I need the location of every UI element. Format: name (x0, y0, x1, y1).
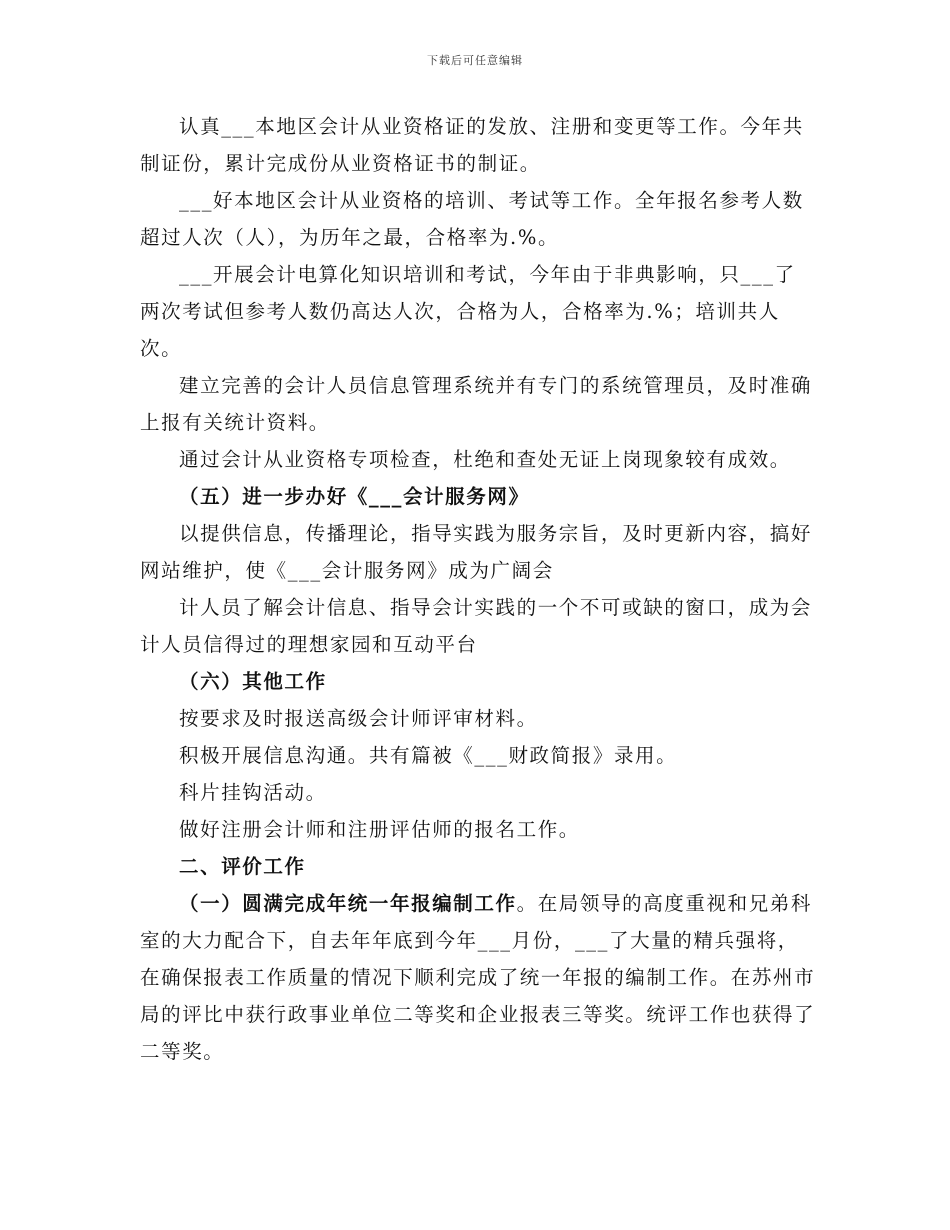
annual-report-body: 。在局领导的高度重视和兄弟科室的大力配合下，自去年年底到今年___月份，___了大量的精兵强将，在确保报表工作质量的情况下顺利完成了统一年报的编制工作。在苏州市局的评比中获行政事业单位二等奖和企业报表三等奖。统评工作也获得了二等奖。 (140, 892, 816, 1063)
paragraph-registration: 做好注册会计师和注册评估师的报名工作。 (179, 818, 580, 841)
paragraph-website-purpose: 以提供信息，传播理论，指导实践为服务宗旨，及时更新内容，搞好网站维护，使《___会计服务网》成为广阔会 (140, 522, 813, 582)
paragraph-computerized-accounting: ___开展会计电算化知识培训和考试，今年由于非典影响，只___了两次考试但参考人数仍高达人次，合格为人，合格率为.%；培训共人次。 (140, 263, 796, 360)
paragraph-website-window: 计人员了解会计信息、指导会计实践的一个不可或缺的窗口，成为会计人员信得过的理想家园和互动平台 (140, 596, 813, 656)
document-body (140, 108, 816, 1070)
paragraph-info-communication: 积极开展信息沟通。共有篇被《___财政简报》录用。 (179, 744, 678, 767)
paragraph-senior-accountant: 按要求及时报送高级会计师评审材料。 (179, 707, 538, 730)
page-header: 下载后可任意编辑 (427, 54, 523, 67)
heading-evaluation-work: 二、评价工作 (179, 855, 306, 878)
paragraph-info-system: 建立完善的会计人员信息管理系统并有专门的系统管理员，及时准确上报有关统计资料。 (140, 374, 813, 434)
paragraph-special-inspection: 通过会计从业资格专项检查，杜绝和查处无证上岗现象较有成效。 (179, 448, 791, 471)
heading-section-six: （六）其他工作 (179, 670, 327, 693)
annual-report-lead: （一）圆满完成年统一年报编制工作 (179, 892, 517, 915)
paragraph-training-exams: ___好本地区会计从业资格的培训、考试等工作。全年报名参考人数超过人次（人），为历年之最，合格率为.%。 (140, 189, 804, 249)
paragraph-liaison-activity: 科片挂钩活动。 (179, 781, 327, 804)
paragraph-annual-report (140, 885, 816, 1070)
paragraph-certificate-issuance: 认真___本地区会计从业资格证的发放、注册和变更等工作。今年共制证份，累计完成份从业资格证书的制证。 (140, 115, 804, 175)
heading-section-five: （五）进一步办好《___会计服务网》 (179, 485, 530, 508)
